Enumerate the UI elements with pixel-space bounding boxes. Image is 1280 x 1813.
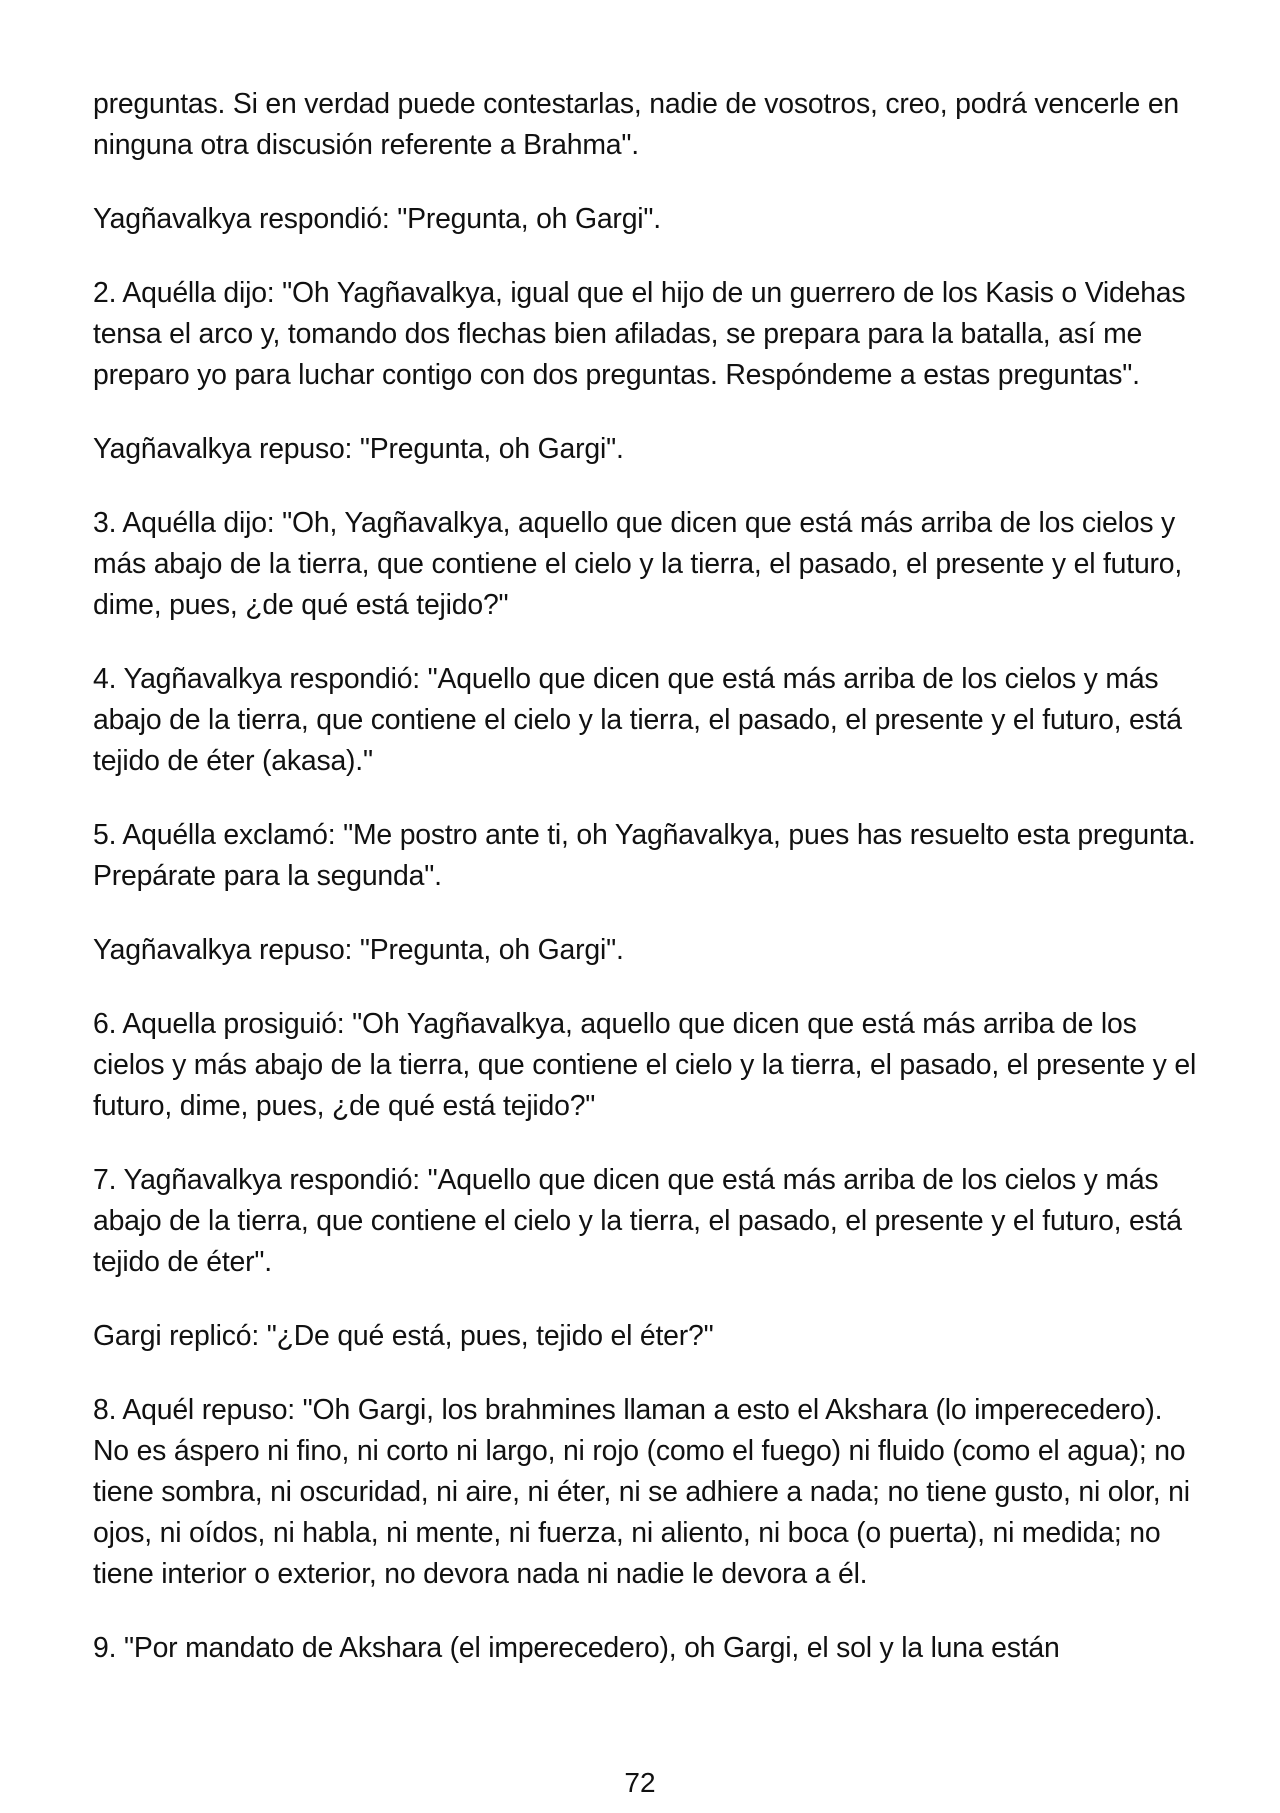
page-number: 72 bbox=[624, 1767, 656, 1798]
paragraph: 2. Aquélla dijo: "Oh Yagñavalkya, igual que el hijo de un guerrero de los Kasis o Videhas tensa el arco y, tomando dos flechas bien afiladas, se prepara para la batalla, así me preparo yo para luchar contigo con dos preguntas. Respóndeme a estas preguntas". bbox=[93, 277, 1186, 391]
paragraph: 6. Aquella prosiguió: "Oh Yagñavalkya, aquello que dicen que está más arriba de los cielos y más abajo de la tierra, que contiene el cielo y la tierra, el pasado, el presente y el futuro, dime, pues, ¿de qué está tejido?" bbox=[93, 1008, 1197, 1122]
paragraph: 4. Yagñavalkya respondió: "Aquello que dicen que está más arriba de los cielos y más abajo de la tierra, que contiene el cielo y la tierra, el pasado, el presente y el futuro, está tejido de éter (akasa)." bbox=[93, 663, 1182, 777]
paragraph: 7. Yagñavalkya respondió: "Aquello que dicen que está más arriba de los cielos y más abajo de la tierra, que contiene el cielo y la tierra, el pasado, el presente y el futuro, está tejido de éter". bbox=[93, 1164, 1182, 1278]
page-body bbox=[93, 84, 1203, 1702]
paragraph: 8. Aquél repuso: "Oh Gargi, los brahmines llaman a esto el Akshara (lo imperecedero). No es áspero ni fino, ni corto ni largo, ni rojo (como el fuego) ni fluido (como el agua); no tiene sombra, ni oscuridad, ni aire, ni éter, ni se adhiere a nada; no tiene gusto, ni olor, ni ojos, ni oídos, ni habla, ni mente, ni fuerza, ni aliento, ni boca (o puerta), ni medida; no tiene interior o exterior, no devora nada ni nadie le devora a él. bbox=[93, 1394, 1190, 1590]
paragraph: Yagñavalkya respondió: "Pregunta, oh Gargi". bbox=[93, 203, 661, 235]
paragraph: Yagñavalkya repuso: "Pregunta, oh Gargi". bbox=[93, 934, 624, 966]
paragraph: Gargi replicó: "¿De qué está, pues, tejido el éter?" bbox=[93, 1320, 714, 1352]
paragraph: 9. "Por mandato de Akshara (el imperecedero), oh Gargi, el sol y la luna están bbox=[93, 1632, 1060, 1664]
paragraph: preguntas. Si en verdad puede contestarlas, nadie de vosotros, creo, podrá vencerle en ninguna otra discusión referente a Brahma". bbox=[93, 88, 1180, 161]
paragraph: Yagñavalkya repuso: "Pregunta, oh Gargi". bbox=[93, 433, 624, 465]
paragraph: 3. Aquélla dijo: "Oh, Yagñavalkya, aquello que dicen que está más arriba de los cielos y más abajo de la tierra, que contiene el cielo y la tierra, el pasado, el presente y el futuro, dime, pues, ¿de qué está tejido?" bbox=[93, 507, 1183, 621]
paragraph: 5. Aquélla exclamó: "Me postro ante ti, oh Yagñavalkya, pues has resuelto esta pregunta. Prepárate para la segunda". bbox=[93, 819, 1196, 892]
